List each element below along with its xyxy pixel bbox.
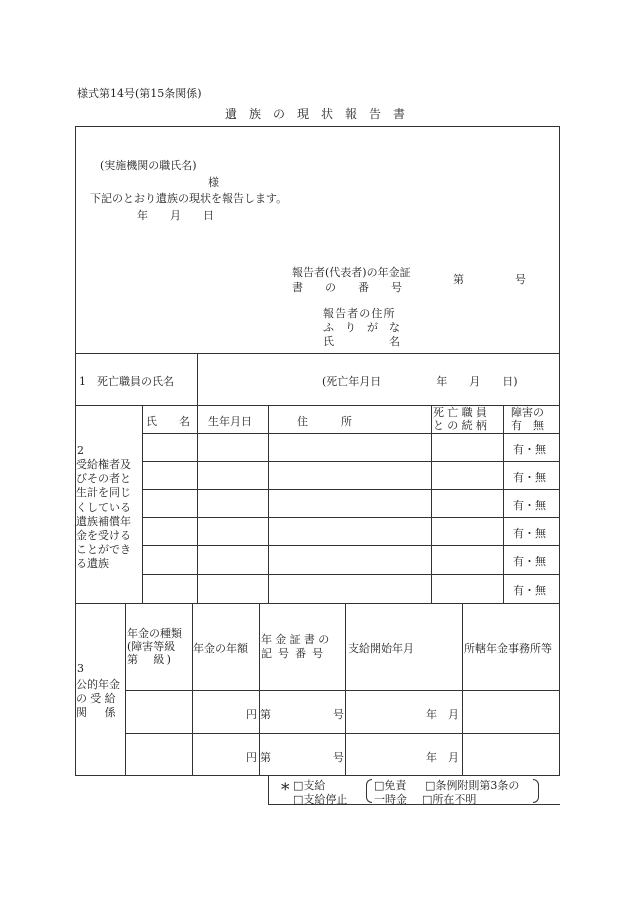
col-header-pension-office: 所轄年金事務所等 (464, 642, 552, 655)
addressee-honorific: 様 (208, 176, 219, 189)
start-year-month: 年 月 (426, 751, 459, 764)
reporter-furigana-label: ふ り が な (323, 321, 400, 334)
amount-yen: 円 (246, 708, 257, 721)
section2-number: 2 (77, 444, 84, 457)
col-header-cert-number: 年金証書の 記号番号 (261, 633, 333, 660)
col-header-name: 氏 名 (146, 415, 190, 428)
col-header-annual-amount: 年金の年額 (193, 642, 248, 655)
reporter-cert-go: 号 (515, 273, 526, 286)
cert-dai: 第 (260, 708, 271, 721)
disability-cell: 有・無 (513, 499, 546, 512)
option-exempt[interactable]: □免責 (374, 779, 407, 792)
cert-dai: 第 (260, 751, 271, 764)
asterisk-mark: * (281, 780, 290, 800)
page-title: 遺 族 の 現 状 報 告 書 (225, 107, 406, 121)
disability-cell: 有・無 (513, 443, 546, 456)
col-header-start-date: 支給開始年月 (348, 642, 414, 655)
report-statement: 下記のとおり遺族の現状を報告します。 (90, 192, 288, 205)
disability-cell: 有・無 (513, 527, 546, 540)
death-date: (死亡年月日 年 月 日) (322, 375, 518, 388)
disability-cell: 有・無 (513, 555, 546, 568)
col-header-address: 住 所 (297, 415, 352, 428)
option-lump-sum: 一時金 (374, 793, 407, 806)
deceased-name-label: 1 死亡職員の氏名 (79, 375, 174, 388)
report-date: 年 月 日 (137, 209, 214, 222)
section3-number: 3 (77, 662, 84, 675)
reporter-cert-dai: 第 (453, 273, 464, 286)
bracket-left (366, 779, 372, 803)
cert-go: 号 (333, 751, 344, 764)
reporter-name-label: 氏 名 (323, 335, 400, 348)
col-header-relation: 死亡職員 との続柄 (433, 406, 491, 432)
section2-label: 受給権者及 びその者と 生計を同じ くしている 遺族補償年 金を受ける ことができ る遺族 (76, 458, 131, 571)
reporter-address-label: 報告者の住所 (323, 307, 396, 320)
disability-cell: 有・無 (513, 584, 546, 597)
bracket-right (533, 779, 539, 803)
option-suspend[interactable]: □支給停止 (293, 793, 348, 806)
option-pay[interactable]: □支給 (293, 779, 326, 792)
col-header-pension-type: 年金の種類 (障害等級 第 級) (127, 627, 182, 666)
reporter-cert-label-1: 報告者(代表者)の年金証 (292, 266, 411, 279)
start-year-month: 年 月 (426, 708, 459, 721)
section3-label: 公的年金 の受給 関 係 (76, 678, 120, 719)
addressee-org: (実施機関の職氏名) (100, 159, 197, 172)
disability-cell: 有・無 (513, 471, 546, 484)
reporter-cert-label-2: 書 の 番 号 (292, 281, 402, 294)
amount-yen: 円 (246, 751, 257, 764)
option-unknown[interactable]: □所在不明 (422, 793, 477, 806)
cert-go: 号 (333, 708, 344, 721)
col-header-disability: 障害の 有 無 (511, 406, 544, 432)
col-header-birthdate: 生年月日 (208, 415, 252, 428)
option-article3[interactable]: □条例附則第3条の (425, 779, 520, 792)
form-number: 様式第14号(第15条関係) (77, 87, 202, 100)
